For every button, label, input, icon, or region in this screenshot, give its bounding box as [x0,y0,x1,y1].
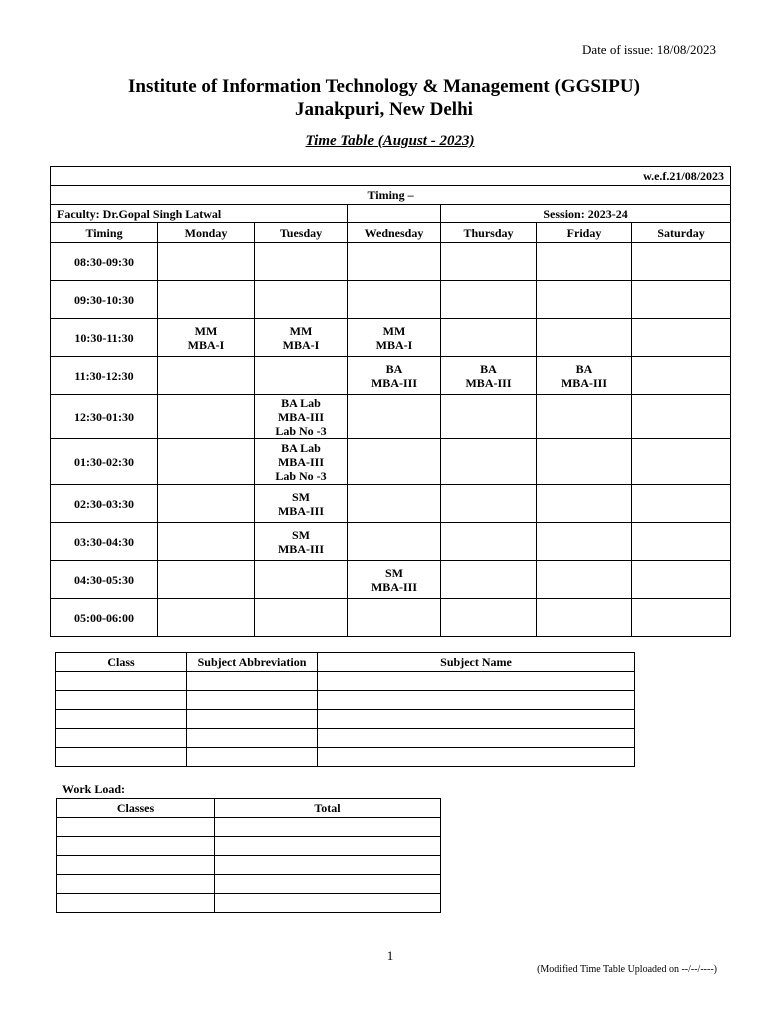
class-cell-friday [537,485,632,523]
class-cell-line: MBA-I [375,337,413,352]
class-cell-wednesday [348,357,441,395]
class-cell-friday [537,357,632,395]
class-cell-monday [158,599,255,637]
class-cell-line: SM [292,489,310,504]
time-slot-label: 02:30-03:30 [51,485,158,523]
class-cell-friday [537,395,632,439]
class-cell-saturday [632,523,731,561]
class-cell-friday [537,281,632,319]
class-cell-line: Lab No -3 [275,468,327,483]
class-cell-wednesday [348,439,441,485]
workload-cell [215,837,441,856]
class-cell-line: MBA-III [277,503,324,518]
class-cell-monday [158,281,255,319]
subject-table-cell [187,691,318,710]
faculty-name: Faculty: Dr.Gopal Singh Latwal [51,205,348,223]
class-cell-line: MM [194,323,218,338]
class-cell-tuesday [255,599,348,637]
workload-cell [57,875,215,894]
subject-table-cell [56,691,187,710]
class-cell-tuesday [255,243,348,281]
subject-table-cell [318,691,635,710]
workload-cell [215,875,441,894]
class-cell-wednesday [348,523,441,561]
subject-table-cell [187,729,318,748]
class-cell-saturday [632,319,731,357]
class-cell-tuesday [255,523,348,561]
workload-row [57,818,441,837]
column-header-timing: Timing [51,223,158,243]
class-cell-wednesday [348,395,441,439]
class-cell-wednesday [348,319,441,357]
column-header-monday: Monday [158,223,255,243]
class-cell-thursday [441,319,537,357]
subject-table-cell [318,748,635,767]
class-cell-saturday [632,357,731,395]
workload-row [57,856,441,875]
subject-table-row [56,729,635,748]
class-cell-line: BA Lab [281,440,321,455]
subject-table-cell [56,729,187,748]
class-cell-saturday [632,281,731,319]
time-slot-label: 04:30-05:30 [51,561,158,599]
subject-table [55,652,635,767]
column-header-wednesday: Wednesday [348,223,441,243]
class-cell-tuesday [255,439,348,485]
class-cell-line: BA Lab [281,395,321,410]
class-cell-line: MBA-III [277,454,324,469]
workload-row [57,837,441,856]
subject-table-cell [56,710,187,729]
column-header-tuesday: Tuesday [255,223,348,243]
class-cell-friday [537,439,632,485]
class-cell-line: BA [385,361,403,376]
workload-header-classes: Classes [57,799,215,818]
blank-cell [348,205,441,223]
class-cell-line: Lab No -3 [275,423,327,438]
class-cell-line: MBA-III [277,541,324,556]
class-cell-line: MM [382,323,406,338]
subject-table-cell [56,748,187,767]
class-cell-thursday [441,243,537,281]
class-cell-thursday [441,357,537,395]
time-slot-label: 01:30-02:30 [51,439,158,485]
subject-table-row [56,672,635,691]
time-slot-label: 12:30-01:30 [51,395,158,439]
class-cell-thursday [441,599,537,637]
time-slot-label: 10:30-11:30 [51,319,158,357]
time-slot-label: 05:00-06:00 [51,599,158,637]
class-cell-wednesday [348,599,441,637]
workload-cell [215,856,441,875]
class-cell-friday [537,561,632,599]
subject-table-header-class: Class [56,653,187,672]
class-cell-thursday [441,485,537,523]
class-cell-tuesday [255,561,348,599]
class-cell-thursday [441,395,537,439]
class-cell-line: SM [385,565,403,580]
class-cell-monday [158,395,255,439]
timetable [50,166,731,637]
class-cell-line: BA [480,361,497,376]
class-cell-wednesday [348,281,441,319]
class-cell-line: SM [292,527,310,542]
time-slot-row [51,243,731,281]
class-cell-friday [537,319,632,357]
institute-location: Janakpuri, New Delhi [295,99,473,120]
timetable-title: Time Table (August - 2023) [305,133,475,149]
class-cell-line: MBA-I [187,337,225,352]
subject-table-cell [187,748,318,767]
time-slot-row [51,439,731,485]
class-cell-wednesday [348,243,441,281]
class-cell-tuesday [255,281,348,319]
class-cell-line: MBA-III [277,409,324,424]
workload-cell [215,818,441,837]
class-cell-line: MBA-III [370,375,417,390]
date-of-issue: Date of issue: 18/08/2023 [582,42,716,57]
class-cell-wednesday [348,485,441,523]
time-slot-row [51,599,731,637]
class-cell-wednesday [348,561,441,599]
subject-table-header-abbreviation: Subject Abbreviation [187,653,318,672]
page-number: 1 [386,948,394,963]
column-header-thursday: Thursday [441,223,537,243]
subject-table-cell [187,710,318,729]
wef-date: w.e.f.21/08/2023 [51,167,731,186]
workload-table [56,798,441,913]
class-cell-tuesday [255,357,348,395]
class-cell-monday [158,561,255,599]
class-cell-saturday [632,485,731,523]
class-cell-monday [158,357,255,395]
time-slot-row [51,561,731,599]
workload-row [57,875,441,894]
class-cell-saturday [632,561,731,599]
class-cell-thursday [441,281,537,319]
class-cell-line: MBA-III [560,375,607,390]
class-cell-saturday [632,243,731,281]
time-slot-label: 11:30-12:30 [51,357,158,395]
workload-header-total: Total [215,799,441,818]
class-cell-line: MM [289,323,313,338]
time-slot-label: 08:30-09:30 [51,243,158,281]
time-slot-row [51,319,731,357]
class-cell-friday [537,523,632,561]
class-cell-tuesday [255,395,348,439]
time-slot-row [51,357,731,395]
class-cell-line: MBA-III [465,375,512,390]
subject-table-row [56,748,635,767]
workload-cell [57,894,215,913]
time-slot-row [51,395,731,439]
class-cell-thursday [441,439,537,485]
column-header-friday: Friday [537,223,632,243]
class-cell-monday [158,485,255,523]
day-header-row [51,223,731,243]
subject-table-row [56,710,635,729]
class-cell-friday [537,599,632,637]
class-cell-line: BA [575,361,593,376]
time-slot-row [51,485,731,523]
class-cell-thursday [441,561,537,599]
class-cell-monday [158,243,255,281]
subject-table-cell [56,672,187,691]
subject-table-cell [187,672,318,691]
workload-row [57,894,441,913]
time-slot-label: 09:30-10:30 [51,281,158,319]
workload-cell [215,894,441,913]
subject-table-cell [318,729,635,748]
timing-header: Timing – [51,186,731,205]
class-cell-friday [537,243,632,281]
workload-cell [57,837,215,856]
institute-name: Institute of Information Technology & Management (GGSIPU) [128,76,640,97]
time-slot-row [51,523,731,561]
time-slot-label: 03:30-04:30 [51,523,158,561]
workload-cell [57,818,215,837]
column-header-saturday: Saturday [632,223,731,243]
class-cell-thursday [441,523,537,561]
subject-table-cell [318,672,635,691]
workload-label: Work Load: [62,782,126,796]
workload-cell [57,856,215,875]
time-slot-row [51,281,731,319]
subject-table-header-name: Subject Name [318,653,635,672]
class-cell-saturday [632,599,731,637]
modified-note: (Modified Time Table Uploaded on --/--/----) [537,964,717,975]
class-cell-line: MBA-III [370,579,417,594]
session-label: Session: 2023-24 [441,205,731,223]
class-cell-monday [158,523,255,561]
class-cell-tuesday [255,485,348,523]
subject-table-cell [318,710,635,729]
class-cell-tuesday [255,319,348,357]
class-cell-monday [158,319,255,357]
subject-table-row [56,691,635,710]
class-cell-saturday [632,395,731,439]
class-cell-monday [158,439,255,485]
class-cell-saturday [632,439,731,485]
class-cell-line: MBA-I [282,337,320,352]
